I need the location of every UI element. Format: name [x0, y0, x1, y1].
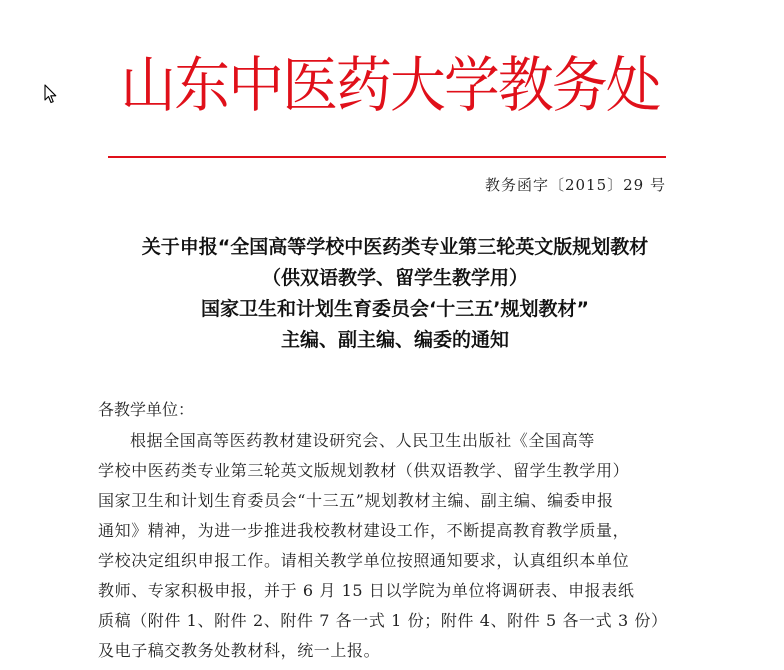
notice-title — [80, 232, 710, 356]
letterhead-divider — [108, 156, 666, 158]
body-line: 及电子稿交教务处教材科，统一上报。 — [98, 641, 381, 660]
body-line: 根据全国高等医药教材建设研究会、人民卫生出版社《全国高等 — [130, 431, 595, 450]
mouse-pointer-icon — [44, 84, 58, 104]
salutation: 各教学单位： — [98, 400, 195, 419]
notice-title-line: 主编、副主编、编委的通知 — [280, 329, 509, 351]
notice-title-line: 关于申报“全国高等学校中医药类专业第三轮英文版规划教材 — [141, 236, 649, 258]
body-line: 国家卫生和计划生育委员会“十三五”规划教材主编、副主编、编委申报 — [98, 491, 614, 510]
document-number: 教务函字〔2015〕29 号 — [484, 176, 666, 194]
institution-letterhead-title: 山东中医药大学教务处 — [120, 51, 660, 121]
body-line: 学校决定组织申报工作。请相关教学单位按照通知要求，认真组织本单位 — [98, 551, 630, 570]
notice-body — [98, 426, 698, 666]
body-line: 通知》精神，为进一步推进我校教材建设工作，不断提高教育教学质量， — [98, 521, 630, 540]
body-line: 教师、专家积极申报，并于 6 月 15 日以学院为单位将调研表、申报表纸 — [98, 581, 635, 600]
body-line: 质稿（附件 1、附件 2、附件 7 各一式 1 份；附件 4、附件 5 各一式 3 份） — [98, 611, 668, 630]
body-line: 学校中医药类专业第三轮英文版规划教材（供双语教学、留学生教学用） — [98, 461, 630, 480]
notice-title-line: 国家卫生和计划生育委员会‘十三五’规划教材” — [201, 298, 589, 320]
notice-title-line: （供双语教学、留学生教学用） — [261, 267, 528, 289]
